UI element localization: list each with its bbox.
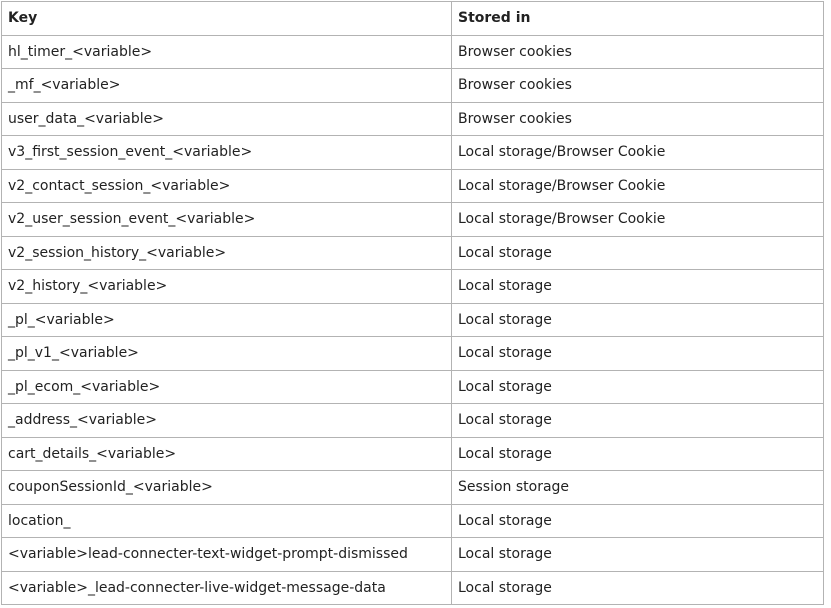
table-row [2,136,824,170]
stored-in-cell: Local storage [452,571,824,605]
key-cell: _pl_ecom_<variable> [2,370,452,404]
key-cell: v2_user_session_event_<variable> [2,203,452,237]
stored-in-cell: Browser cookies [452,102,824,136]
table-row [2,203,824,237]
stored-in-cell: Browser cookies [452,35,824,69]
stored-in-cell: Local storage [452,236,824,270]
table-row [2,538,824,572]
table-row [2,437,824,471]
stored-in-cell: Local storage [452,504,824,538]
key-cell: v2_history_<variable> [2,270,452,304]
stored-in-cell: Local storage [452,538,824,572]
header-key: Key [2,2,452,36]
table-row [2,270,824,304]
stored-in-cell: Local storage/Browser Cookie [452,203,824,237]
key-cell: <variable>lead-connecter-text-widget-prompt-dismissed [2,538,452,572]
table-row [2,102,824,136]
key-cell: v3_first_session_event_<variable> [2,136,452,170]
stored-in-cell: Local storage/Browser Cookie [452,169,824,203]
key-cell: _pl_<variable> [2,303,452,337]
stored-in-cell: Local storage [452,337,824,371]
key-cell: hl_timer_<variable> [2,35,452,69]
table-row [2,35,824,69]
stored-in-cell: Local storage [452,404,824,438]
table-row [2,370,824,404]
stored-in-cell: Local storage [452,437,824,471]
key-cell: _pl_v1_<variable> [2,337,452,371]
stored-in-cell: Local storage/Browser Cookie [452,136,824,170]
key-cell: location_ [2,504,452,538]
table-row [2,169,824,203]
header-stored-in: Stored in [452,2,824,36]
key-cell: cart_details_<variable> [2,437,452,471]
table-row [2,504,824,538]
stored-in-cell: Session storage [452,471,824,505]
key-cell: user_data_<variable> [2,102,452,136]
table-row [2,337,824,371]
table-row [2,571,824,605]
stored-in-cell: Local storage [452,370,824,404]
key-cell: _address_<variable> [2,404,452,438]
key-cell: couponSessionId_<variable> [2,471,452,505]
table-row [2,69,824,103]
key-cell: <variable>_lead-connecter-live-widget-message-data [2,571,452,605]
stored-in-cell: Local storage [452,270,824,304]
table-header-row [2,2,824,36]
storage-keys-table [1,1,824,605]
table-row [2,404,824,438]
stored-in-cell: Local storage [452,303,824,337]
table-row [2,303,824,337]
key-cell: v2_session_history_<variable> [2,236,452,270]
table-row [2,236,824,270]
key-cell: v2_contact_session_<variable> [2,169,452,203]
table-row [2,471,824,505]
stored-in-cell: Browser cookies [452,69,824,103]
key-cell: _mf_<variable> [2,69,452,103]
